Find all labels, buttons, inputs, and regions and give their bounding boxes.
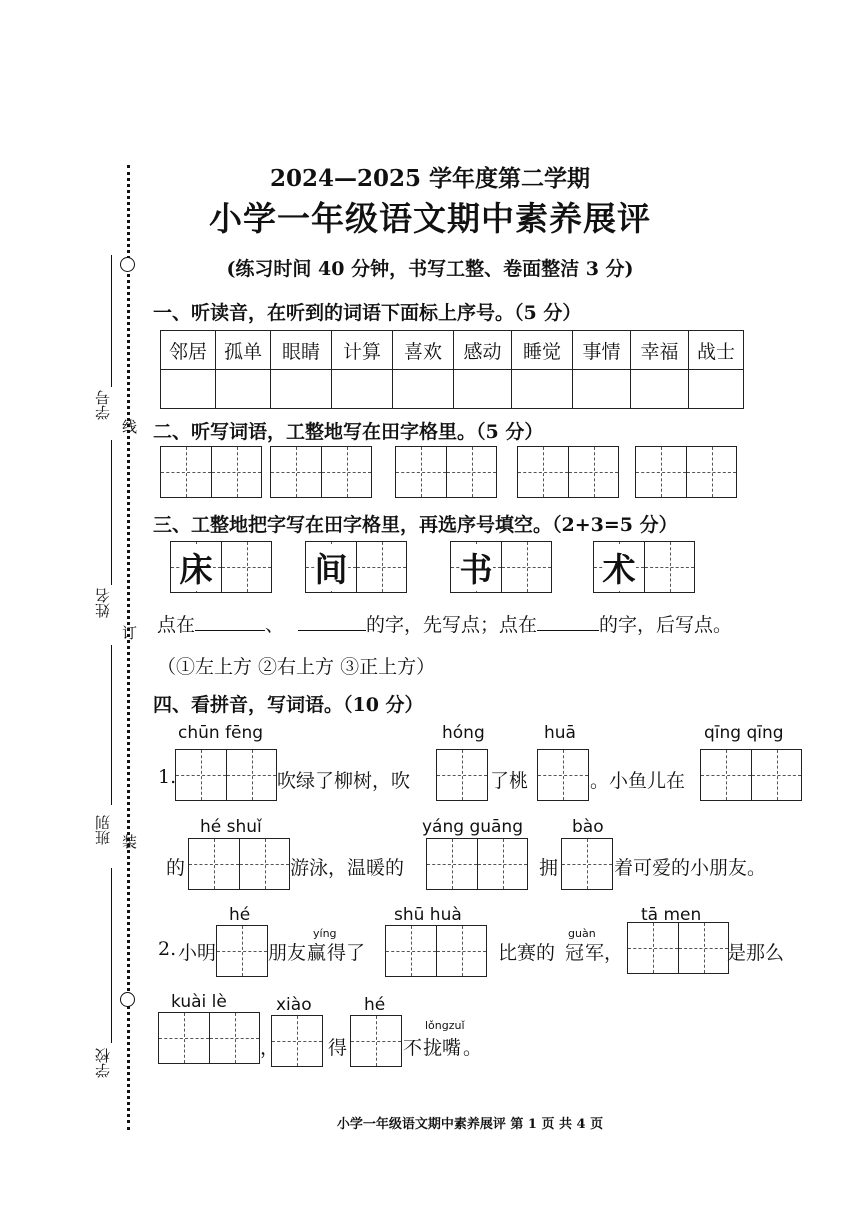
grid-yangguang[interactable]	[426, 838, 528, 890]
grid-tamen[interactable]	[627, 922, 729, 974]
word-cell: 睡觉	[512, 331, 573, 370]
grid-kuaile[interactable]	[158, 1012, 260, 1064]
pinyin-yangguang: yáng guāng	[422, 817, 523, 837]
word-cell: 眼睛	[271, 331, 332, 370]
pinyin-hua: huā	[544, 723, 576, 743]
word-cell: 喜欢	[393, 331, 454, 370]
fill-text: 点在	[157, 614, 196, 636]
char-guan: 冠	[565, 942, 585, 964]
q2-text-10: 。	[463, 1037, 483, 1059]
class-line	[111, 645, 112, 805]
student-no-label: 学号	[94, 390, 112, 420]
model-char: 床	[180, 544, 213, 591]
q1-text-7: 着可爱的小朋友。	[614, 857, 767, 879]
seal-char-bind: 订	[122, 624, 138, 642]
pinyin-tamen: tā men	[641, 905, 702, 925]
q1-text-1: 吹绿了柳树，吹	[277, 770, 411, 792]
page-footer: 小学一年级语文期中素养展评 第 1 页 共 4 页	[336, 1117, 604, 1132]
section-4-heading: 四、看拼音，写词语。（10 分）	[153, 694, 424, 716]
answer-cell[interactable]	[216, 370, 271, 409]
fill-text: 的字，先写点；点在	[366, 614, 538, 636]
school-label: 学校	[94, 1048, 112, 1078]
binding-dotted-line	[127, 165, 130, 1130]
word-cell: 战士	[689, 331, 744, 370]
section-3-heading: 三、工整地把字写在田字格里，再选序号填空。（2+3=5 分）	[153, 514, 678, 536]
pinyin-kuaile: kuài lè	[171, 992, 227, 1012]
answer-cell[interactable]	[631, 370, 689, 409]
word-cell: 幸福	[631, 331, 689, 370]
fill-text: 、	[265, 614, 285, 636]
q2-text-7: ，	[260, 1037, 280, 1059]
q2-number: 2.	[158, 938, 177, 960]
grid-hong[interactable]	[436, 749, 488, 801]
pinyin-qingqing: qīng qīng	[704, 723, 784, 743]
q2-text-6: 是那么	[727, 942, 785, 964]
dictation-grid-3[interactable]	[395, 446, 497, 498]
q2-text-4: 比赛的	[498, 942, 556, 964]
word-cell: 邻居	[161, 331, 216, 370]
dictation-grid-1[interactable]	[160, 446, 262, 498]
word-table	[160, 330, 744, 409]
q1-text-6: 拥	[539, 857, 559, 879]
dictation-grid-5[interactable]	[635, 446, 737, 498]
q1-text-5: 游泳，温暖的	[290, 857, 405, 879]
section-2-heading: 二、听写词语，工整地写在田字格里。（5 分）	[153, 421, 544, 443]
word-cell: 事情	[573, 331, 631, 370]
answer-cell[interactable]	[512, 370, 573, 409]
section-1-heading: 一、听读音，在听到的词语下面标上序号。（5 分）	[153, 302, 582, 324]
model-char: 书	[460, 544, 493, 591]
grid-he[interactable]	[216, 925, 268, 977]
grid-bao[interactable]	[561, 838, 613, 890]
binding-hole-bottom	[120, 992, 135, 1007]
name-label: 姓名	[94, 588, 112, 618]
word-cell: 计算	[332, 331, 393, 370]
grid-heshui[interactable]	[188, 838, 290, 890]
q2-text-3: 得了	[327, 942, 366, 964]
pinyin-xiao: xiào	[276, 995, 312, 1015]
q2-text-2: 朋友	[268, 942, 307, 964]
name-line	[111, 440, 112, 585]
pinyin-bao: bào	[572, 817, 604, 837]
pinyin-heshui: hé shuǐ	[200, 817, 262, 837]
options-text: （①左上方 ②右上方 ③正上方）	[157, 656, 436, 678]
q1-number: 1.	[158, 766, 177, 788]
q1-text-2: 了桃	[490, 770, 529, 792]
grid-xiao[interactable]	[271, 1015, 323, 1067]
char-longzui: 拢嘴	[423, 1037, 462, 1059]
grid-hua[interactable]	[537, 749, 589, 801]
word-cell: 感动	[454, 331, 512, 370]
blank-2[interactable]	[298, 612, 366, 631]
q2-text-8: 得	[328, 1037, 348, 1059]
pinyin-chunfeng: chūn fēng	[178, 723, 264, 743]
fill-text: 的字，后写点。	[599, 614, 733, 636]
answer-cell[interactable]	[332, 370, 393, 409]
pinyin-shuhua: shū huà	[394, 905, 462, 925]
char-ying: 赢	[307, 942, 327, 964]
grid-chunfeng[interactable]	[175, 749, 277, 801]
fill-sentence	[157, 610, 732, 637]
model-char: 术	[603, 544, 636, 591]
q2-text-5: 军，	[585, 942, 624, 964]
answer-cell[interactable]	[573, 370, 631, 409]
q1-text-4: 的	[166, 857, 186, 879]
pinyin-he: hé	[229, 905, 251, 925]
pinyin-ying: yíng	[313, 927, 337, 940]
pinyin-longzui: lǒngzuǐ	[425, 1019, 465, 1032]
seal-char-line: 线	[122, 418, 138, 436]
class-label: 班别	[94, 815, 112, 845]
char-grid-shu2[interactable]	[593, 541, 695, 593]
exam-title: 小学一年级语文期中素养展评	[209, 199, 651, 238]
seal-char-pack: 装	[122, 833, 138, 851]
blank-3[interactable]	[537, 612, 599, 631]
q1-text-3: 。小鱼儿在	[590, 770, 686, 792]
pinyin-he-2: hé	[364, 995, 386, 1015]
q2-text-1: 小明	[178, 942, 217, 964]
char-grid-jian[interactable]	[305, 541, 407, 593]
blank-1[interactable]	[195, 612, 265, 631]
dictation-grid-2[interactable]	[270, 446, 372, 498]
answer-cell[interactable]	[161, 370, 216, 409]
grid-shuhua[interactable]	[385, 925, 487, 977]
exam-note: (练习时间 40 分钟，书写工整、卷面整洁 3 分)	[226, 258, 634, 280]
q2-text-9: 不	[403, 1037, 423, 1059]
dictation-grid-4[interactable]	[517, 446, 619, 498]
school-year: 2024—2025 学年度第二学期	[269, 165, 591, 192]
model-char: 间	[315, 544, 348, 591]
answer-cell[interactable]	[393, 370, 454, 409]
word-cell: 孤单	[216, 331, 271, 370]
answer-cell[interactable]	[689, 370, 744, 409]
answer-cell[interactable]	[454, 370, 512, 409]
pinyin-guan: guàn	[568, 927, 596, 940]
grid-qingqing[interactable]	[700, 749, 802, 801]
grid-he-2[interactable]	[350, 1015, 402, 1067]
answer-cell[interactable]	[271, 370, 332, 409]
char-grid-shu[interactable]	[450, 541, 552, 593]
char-grid-chuang[interactable]	[170, 541, 272, 593]
pinyin-hong: hóng	[442, 723, 485, 743]
school-line	[111, 868, 112, 1043]
